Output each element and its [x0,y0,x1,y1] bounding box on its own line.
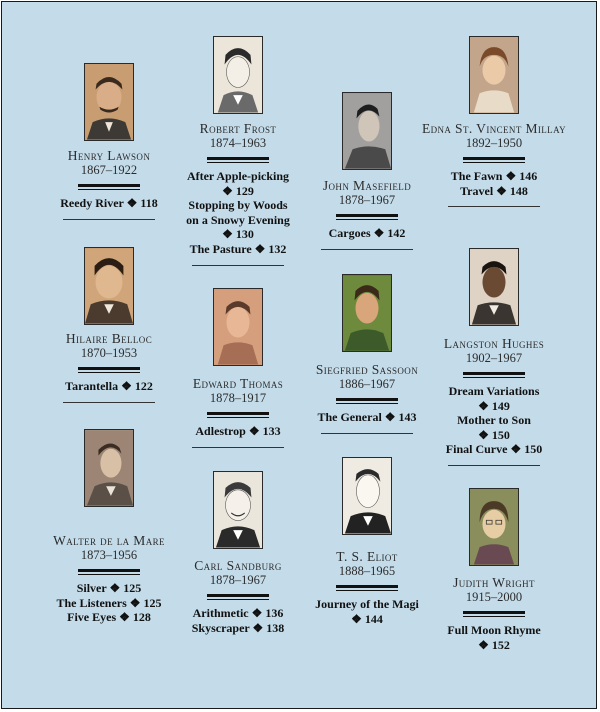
poem-list [292,226,442,241]
poet-name: T. S. Eliot [336,549,398,564]
double-rule [207,594,269,600]
section-divider [321,249,413,250]
section-divider [448,465,540,466]
poem-list [34,196,184,211]
double-rule [463,157,525,163]
portrait-carl-sandburg [213,471,263,549]
portrait-john-masefield [342,92,392,170]
poem-entry: ❖ 152 [478,637,510,652]
poet-hilaire-belloc [34,247,184,403]
poet-edward-thomas [163,288,313,448]
poet-years: 1874–1963 [209,136,267,150]
poem-entry: ❖ 150 [478,427,510,442]
portrait-robert-frost [213,36,263,114]
portrait-siegfried-sassoon [342,274,392,352]
poet-edna-millay [419,36,569,207]
poet-judith-wright [419,488,569,652]
poem-entry[interactable]: Arithmetic ❖ 136 [192,606,284,620]
poem-list [419,623,569,652]
portrait-ts-eliot [342,457,392,535]
poet-years: 1878–1917 [209,391,267,405]
poet-name: Robert Frost [199,121,277,136]
section-divider [63,402,155,403]
double-rule [336,398,398,404]
poet-years: 1870–1953 [80,346,138,360]
poem-entry[interactable]: Final Curve ❖ 150 [445,442,543,456]
section-divider [63,219,155,220]
poet-name: Edward Thomas [192,376,284,391]
poem-entry: ❖ 144 [351,611,383,626]
poet-name: John Masefield [322,178,412,193]
poet-years: 1915–2000 [465,590,523,604]
poet-years: 1902–1967 [465,351,523,365]
poem-entry[interactable]: Stopping by Woods [188,198,288,212]
portrait-hilaire-belloc [84,247,134,325]
poem-list [419,384,569,457]
portrait-henry-lawson [84,63,134,141]
poem-entry[interactable]: The General ❖ 143 [317,410,417,424]
poem-list [419,169,569,198]
poet-years: 1878–1967 [209,573,267,587]
poem-entry[interactable]: Mother to Son [457,413,531,427]
poem-entry[interactable]: Adlestrop ❖ 133 [195,424,281,438]
double-rule [207,412,269,418]
double-rule [78,569,140,575]
double-rule [463,372,525,378]
poet-robert-frost [163,36,313,266]
poem-entry[interactable]: Dream Variations [448,384,540,398]
poem-entry[interactable]: After Apple-picking [186,169,290,183]
poet-name: Henry Lawson [67,148,151,163]
poet-name: Edna St. Vincent Millay [421,121,567,136]
poem-entry[interactable]: The Fawn ❖ 146 [450,169,538,183]
poem-list [34,581,184,625]
poem-entry: ❖ 129 [222,183,254,198]
portrait-edna-millay [469,36,519,114]
portrait-edward-thomas [213,288,263,366]
portrait-walter-de-la-mare [84,429,134,507]
poem-entry[interactable]: The Listeners ❖ 125 [56,595,162,610]
poet-name: Walter de la Mare [53,533,165,548]
poet-name: Hilaire Belloc [65,331,153,346]
poem-entry: ❖ 149 [478,398,510,413]
poet-name: Langston Hughes [443,336,545,351]
poet-name: Carl Sandburg [194,558,282,573]
poem-entry[interactable]: Skyscraper ❖ 138 [191,620,285,635]
poet-index-page [1,1,597,709]
portrait-judith-wright [469,488,519,566]
poem-list [34,379,184,394]
portrait-langston-hughes [469,248,519,326]
poet-years: 1873–1956 [80,548,138,562]
poem-entry[interactable]: The Pasture ❖ 132 [189,241,287,256]
poet-years: 1878–1967 [338,193,396,207]
poet-years: 1886–1967 [338,377,396,391]
poem-entry[interactable]: Tarantella ❖ 122 [65,379,153,393]
poet-carl-sandburg [163,471,313,635]
double-rule [78,184,140,190]
poet-years: 1867–1922 [80,163,138,177]
section-divider [192,265,284,266]
poet-langston-hughes [419,248,569,466]
poet-name: Siegfried Sassoon [315,362,419,377]
section-divider [321,433,413,434]
poem-entry: ❖ 130 [222,227,254,241]
poem-entry[interactable]: Travel ❖ 148 [460,183,528,198]
poem-entry[interactable]: Reedy River ❖ 118 [60,196,158,210]
poet-years: 1888–1965 [338,564,396,578]
poet-years: 1892–1950 [465,136,523,150]
poem-entry[interactable]: Journey of the Magi [315,597,419,611]
double-rule [463,611,525,617]
section-divider [448,206,540,207]
section-divider [192,447,284,448]
poem-list [163,424,313,439]
poem-entry[interactable]: Silver ❖ 125 [76,581,142,595]
poem-entry[interactable]: on a Snowy Evening [186,212,290,227]
poet-name: Judith Wright [453,575,535,590]
double-rule [78,367,140,373]
poem-entry[interactable]: Cargoes ❖ 142 [328,226,406,240]
poem-entry[interactable]: Full Moon Rhyme [447,623,541,637]
poem-list [163,606,313,635]
double-rule [336,585,398,591]
double-rule [336,214,398,220]
poet-henry-lawson [34,63,184,220]
poet-walter-de-la-mare [34,429,184,625]
double-rule [207,157,269,163]
poem-entry[interactable]: Five Eyes ❖ 128 [67,610,151,624]
poem-list [163,169,313,256]
